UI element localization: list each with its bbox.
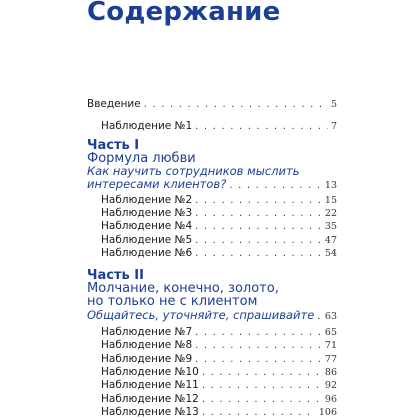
dot-leader <box>195 340 322 351</box>
dot-leader <box>202 407 316 418</box>
toc-entry-observation-11[interactable] <box>101 379 337 391</box>
dot-leader <box>195 221 322 232</box>
dot-leader <box>195 208 322 219</box>
toc-entry-part-2-subtitle[interactable] <box>87 308 337 322</box>
toc-entry-page: 96 <box>324 394 337 405</box>
part-2-title: Часть II <box>87 268 144 283</box>
toc-entry-page: 35 <box>324 221 337 232</box>
toc-entry-observation-5[interactable] <box>101 234 337 246</box>
toc-entry-page: 22 <box>324 208 337 219</box>
toc-entry-observation-9[interactable] <box>101 353 337 365</box>
toc-entry-page: 15 <box>324 195 337 206</box>
dot-leader <box>195 235 322 246</box>
dot-leader <box>202 394 322 405</box>
toc-entry-label: Наблюдение №10 <box>101 366 199 378</box>
dot-leader <box>202 380 322 391</box>
toc-entry-label: Наблюдение №9 <box>101 353 193 365</box>
dot-leader <box>195 354 322 365</box>
toc-entry-label: Наблюдение №2 <box>101 194 193 206</box>
toc-entry-label: Наблюдение №8 <box>101 339 193 351</box>
toc-entry-page: 13 <box>324 180 337 191</box>
toc-entry-page: 106 <box>318 407 337 418</box>
toc-entry-intro[interactable] <box>87 98 337 110</box>
toc-entry-observation-7[interactable] <box>101 326 337 338</box>
dot-leader <box>317 311 322 322</box>
toc-entry-label: Наблюдение №6 <box>101 247 193 259</box>
dot-leader <box>195 195 322 206</box>
toc-entry-page: 86 <box>324 367 337 378</box>
part-1-subtitle-line: Как научить сотрудников мыслить <box>87 164 300 178</box>
toc-entry-label: Общайтесь, уточняйте, спрашивайте <box>87 308 315 322</box>
toc-entry-page: 5 <box>330 99 337 110</box>
dot-leader <box>144 99 328 110</box>
toc-entry-page: 54 <box>324 248 337 259</box>
toc-entry-label: интересами клиентов? <box>87 177 227 191</box>
toc-entry-label: Наблюдение №12 <box>101 393 199 405</box>
toc-entry-page: 7 <box>330 121 337 132</box>
toc-entry-observation-3[interactable] <box>101 207 337 219</box>
toc-entry-observation-10[interactable] <box>101 366 337 378</box>
dot-leader <box>195 121 328 132</box>
toc-entry-label: Наблюдение №13 <box>101 406 199 418</box>
toc-entry-page: 47 <box>324 235 337 246</box>
toc-entry-observation-1[interactable] <box>101 120 337 132</box>
toc-entry-observation-2[interactable] <box>101 194 337 206</box>
dot-leader <box>195 327 322 338</box>
toc-entry-observation-4[interactable] <box>101 220 337 232</box>
dot-leader <box>202 367 322 378</box>
toc-entry-label: Наблюдение №1 <box>101 120 193 132</box>
toc-entry-label: Наблюдение №3 <box>101 207 193 219</box>
toc-entry-observation-8[interactable] <box>101 339 337 351</box>
toc-entry-page: 65 <box>324 327 337 338</box>
toc-entry-label: Наблюдение №5 <box>101 234 193 246</box>
toc-entry-observation-12[interactable] <box>101 393 337 405</box>
part-1-heading: Формула любви <box>87 151 196 166</box>
dot-leader <box>195 248 322 259</box>
part-2-heading-line-2: но только не с клиентом <box>87 294 258 309</box>
toc-entry-label: Наблюдение №7 <box>101 326 193 338</box>
toc-entry-page: 92 <box>324 380 337 391</box>
part-2-heading-line-1: Молчание, конечно, золото, <box>87 281 279 296</box>
toc-entry-part-1-subtitle[interactable] <box>87 177 337 191</box>
part-1-title: Часть I <box>87 138 140 153</box>
toc-entry-label: Наблюдение №11 <box>101 379 199 391</box>
dot-leader <box>229 180 322 191</box>
toc-entry-observation-13[interactable] <box>101 406 337 418</box>
toc-entry-page: 71 <box>324 340 337 351</box>
toc-entry-label: Введение <box>87 98 141 110</box>
toc-entry-page: 63 <box>324 311 337 322</box>
toc-entry-label: Наблюдение №4 <box>101 220 193 232</box>
toc-entry-observation-6[interactable] <box>101 247 337 259</box>
toc-entry-page: 77 <box>324 354 337 365</box>
page-title: Содержание <box>87 0 281 27</box>
